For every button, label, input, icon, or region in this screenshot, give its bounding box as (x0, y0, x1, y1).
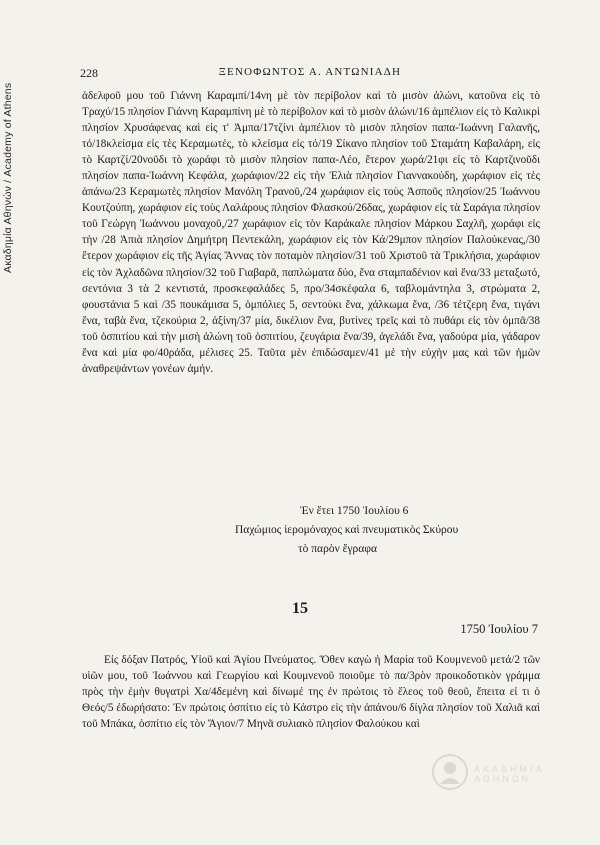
document-15-text: Εἰς δόξαν Πατρός, Υἱοῦ καὶ Ἁγίου Πνεύματος. Ὅθεν καγὼ ἡ Μαρία τοῦ Κουμνενοῦ μετά/2 τῶν υἱῶν μου, τοῦ Ἰωάννου καὶ Γεωργίου καὶ Κουμνενοῦ ποιοῦμε τὸ πα/3ρὸν προικοδοτικὸν γράμμα πρὸς τὴν ἐμὴν θυγατρὶ Χα/4δεμένη καὶ δίνωμέ της ἐν πρώτοις τὸ ἔλεος τοῦ θεοῦ, ἔπειτα εἰ τι ὁ Θεός/5 ἐδωρήσατο: Ἐν πρώτοις ὀσπίτιο εἰς τὸ Κάστρο εἰς τὴν ἀπάνου/6 δίγλα πλησίον τοῦ Χαλιᾶ καὶ τοῦ Μπάκα, ὀσπίτιο εἰς τὸν Ἅγιον/7 Μηνᾶ συλιακὸ πλησίον Φαλούκου καὶ (82, 654, 540, 731)
academy-watermark (430, 752, 570, 792)
academy-seal-icon (430, 752, 470, 792)
archive-stamp: Ακαδημία Αθηνών / Academy of Athens (2, 82, 14, 274)
header-title: ΞΕΝΟΦΩΝΤΟΣ Α. ΑΝΤΩΝΙΑΔΗ (218, 66, 402, 78)
running-head (80, 66, 540, 82)
document-14-signature (180, 502, 540, 559)
watermark-text: ΑΚΑΔΗΜΙΑ ΑΘΗΝΩΝ (474, 764, 545, 784)
signature-note: τὸ παρὸν ἔγραφα (298, 543, 377, 555)
document-number: 15 (292, 600, 308, 617)
page-number: 228 (80, 66, 98, 80)
document-date: 1750 Ἰουλίου 7 (460, 622, 538, 636)
document-14-text: ἀδελφοῦ μου τοῦ Γιάννη Καραμπί/14νη μὲ τὸν περίβολον καὶ τὸ μισὸν ἀλώνι, κατοῦνα εἰς τὸ Τραχύ/15 πλησίον Γιάννη Καραμπίνη μὲ τὸ περίβολον καὶ τὸ μισὸν ἀλώνι/16 ἀμπέλιον εἰς τὸ Καλικρὶ πλησίον Χρυσάφενας καὶ εἰς τ' Ἀμπα/17τζίνι ἀμπέλιον τὸ μισὸν πλησίον παπα-Ἰωάννη Γαλανῆς, τό/18κλείσμα εἰς τὲς Κεραμωτές, τὸ κλείσμα εἰς τό/19 Σίκανο πλησίον τοῦ Σταμάτη Καβαλάρη, εἰς τὸ Καρτζί/20νοῦδι τὸ χωράφι τὸ μισὸν πλησίον παπα-Λέο, ἕτερον χωρά/21φι εἰς τὸ Καρτζινοῦδι πλησίον παπα-Ἰωάννη Κεφάλα, χωράφιον/22 εἰς τὴν Ἐλιὰ πλησίον Γιαννακούδη, χωράφιον εἰς τὲς ἀπάνω/23 Κεραμωτὲς πλησίον Μανόλη Τρανοῦ,/24 χωράφιον εἰς τοὺς Ἀσποῦς πλησίον/25 Ἰωάννου Κουτζούπη, χωράφιον εἰς τοὺς Λαλάρους πλησίον Φλασκού/26δας, χωράφιον εἰς τὰ Σαράγια πλησίον τοῦ Γεώργη Ἰωάννου μοναχοῦ,/27 χωράφιον εἰς τὸν Καράκαλε πλησίον Μάρκου Σαχλῆ, χωράφι εἰς τὴν /28 Ἀπιὰ πλησίον Δημήτρη Πεντεκάλη, χωράφιον εἰς τὸν Κά/29μπον πλησίον Παλούκενας,/30 ἕτερον χωράφιον εἰς τῆς Ἁγίας Ἄννας τὸν ποταμὸν πλησίον/31 τοῦ Χριστοῦ τὰ Τρικλήσια, χωράφιον εἰς τὸν Ἀχλαδῶνα πλησίον/32 τοῦ Γιαβαρᾶ, παπλώματα δύο, ἕνα σταμπαδένιον καὶ ἕνα/33 μεταξωτό, σεντόνια 3 τὰ 2 κεντιστά, προσκεφαλάδες 5, προ/34σκέφαλα 6, ταβλομάντηλα 3, στρώματα 2, φουστάνια 5 καὶ /35 πουκάμισα 5, ὁμπόλιες 5, σεντοὺκι ἕνα, χάλκωμα ἕνα, /36 τέτζερη ἕνα, τιγάνι ἕνα, ταβὰ ἕνα, τζεκούρια 2, ἀξίνη/37 μία, δικέλιον ἕνα, βυτίνες τρεῖς καὶ τὸ πυθάρι εἰς τὸν ὀμπᾶ/38 τοῦ ὀσπιτίου καὶ τὴν μισὴ ἀλώνη τοῦ ὀσπιτίου, ζευγάρια ἕνα/39, ἀγελάδι ἕνα, γαδούρα μία, γάδαρον ἕνα καὶ μία φο/40ράδα, μέλισες 25. Ταῦτα μὲν ἐπιδώσαμεν/41 μὲ τὴν εὐχὴν μας καὶ τῶν ἡμῶν ἀναθρεψάντων γονέων ἀμήν. (82, 90, 540, 375)
signature-date: Ἐν ἔτει 1750 Ἰουλίου 6 (300, 505, 409, 517)
signature-author: Παχώμιος ἱερομόναχος καὶ πνευματικὸς Σκύρου (235, 524, 459, 536)
